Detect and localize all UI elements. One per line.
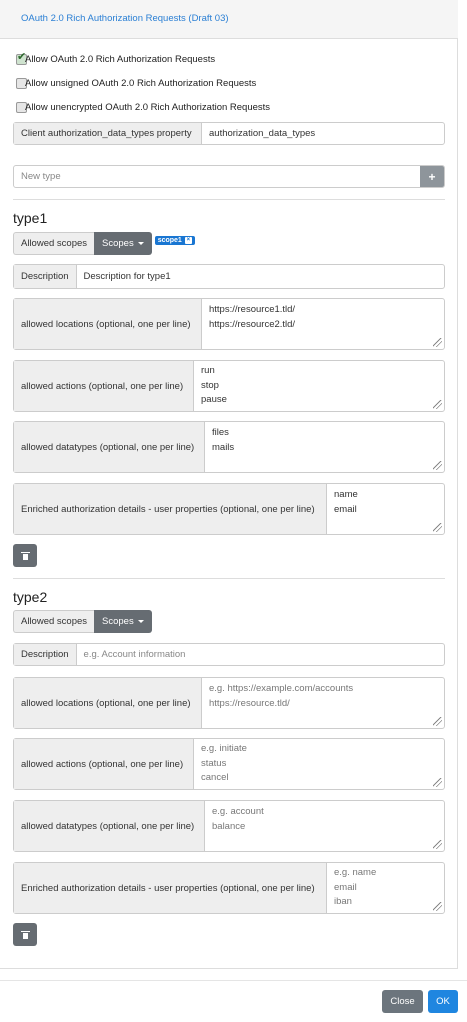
actions-textarea[interactable] (194, 739, 444, 789)
option-label: Allow unsigned OAuth 2.0 Rich Authorization Requests (25, 77, 257, 89)
caret-down-icon (138, 242, 144, 245)
datatypes-group (13, 421, 445, 473)
locations-label: allowed locations (optional, one per line) (14, 299, 202, 349)
datatypes-label: allowed datatypes (optional, one per line) (14, 801, 205, 851)
textarea-line: status (201, 757, 227, 769)
datatypes-textarea[interactable] (205, 801, 444, 851)
actions-group (13, 738, 445, 790)
scopes-row (13, 232, 195, 255)
actions-label: allowed actions (optional, one per line) (14, 739, 194, 789)
resize-handle[interactable] (433, 717, 442, 726)
textarea-line: https://resource.tld/ (209, 697, 290, 709)
option-allow-unsigned[interactable] (16, 76, 258, 90)
textarea-line: balance (212, 820, 246, 832)
description-group (13, 264, 445, 289)
client-property-input[interactable]: authorization_data_types (209, 128, 316, 139)
add-type-button[interactable] (420, 166, 444, 187)
scopes-dropdown-button[interactable] (94, 610, 152, 633)
textarea-line: stop (201, 379, 219, 391)
client-property-label: Client authorization_data_types property (14, 123, 202, 144)
resize-handle[interactable] (433, 778, 442, 787)
enriched-textarea[interactable] (327, 484, 444, 534)
datatypes-label: allowed datatypes (optional, one per line) (14, 422, 205, 472)
trash-icon (22, 552, 29, 560)
resize-handle[interactable] (433, 840, 442, 849)
datatypes-textarea[interactable] (205, 422, 444, 472)
textarea-line: iban (334, 896, 352, 907)
scopes-button-label: Scopes (102, 238, 134, 249)
scope-badge (155, 236, 195, 245)
textarea-line: name (334, 489, 358, 500)
enriched-textarea[interactable] (327, 863, 444, 913)
textarea-line: email (334, 503, 357, 515)
scopes-row (13, 610, 152, 633)
textarea-line: e.g. name (334, 867, 377, 878)
textarea-line: https://resource1.tld/ (209, 304, 296, 315)
textarea-line: mails (212, 441, 235, 453)
type-title: type2 (13, 589, 48, 605)
locations-textarea[interactable] (202, 299, 444, 349)
scopes-dropdown-button[interactable] (94, 232, 152, 255)
actions-textarea[interactable] (194, 361, 444, 411)
option-allow-rar[interactable] (16, 52, 217, 66)
actions-group (13, 360, 445, 412)
actions-label: allowed actions (optional, one per line) (14, 361, 194, 411)
check-icon: ✔ (17, 50, 27, 63)
textarea-line: cancel (201, 772, 229, 783)
plus-icon: + (428, 169, 436, 184)
divider (13, 199, 445, 200)
panel-title-link[interactable]: OAuth 2.0 Rich Authorization Requests (Draft 03) (21, 13, 229, 24)
textarea-line: e.g. https://example.com/accounts (209, 683, 354, 694)
delete-type-button[interactable] (13, 923, 37, 946)
divider (13, 578, 445, 579)
description-label: Description (14, 644, 77, 665)
scope-badge-label: scope1 (157, 236, 182, 244)
resize-handle[interactable] (433, 338, 442, 347)
footer-divider (0, 980, 467, 981)
textarea-line: e.g. initiate (201, 743, 247, 754)
allowed-scopes-label: Allowed scopes (13, 232, 94, 255)
option-label: Allow unencrypted OAuth 2.0 Rich Authorization Requests (25, 101, 271, 113)
scopes-button-label: Scopes (102, 616, 134, 627)
allowed-scopes-label: Allowed scopes (13, 610, 94, 633)
locations-label: allowed locations (optional, one per line) (14, 678, 202, 728)
new-type-input[interactable]: New type (21, 171, 61, 182)
description-input[interactable]: e.g. Account information (83, 649, 186, 660)
panel-header (0, 0, 458, 39)
type-title: type1 (13, 210, 48, 226)
textarea-line: https://resource2.tld/ (209, 318, 296, 330)
remove-scope-icon[interactable]: × (186, 237, 191, 243)
locations-group (13, 677, 445, 729)
option-allow-unencrypted[interactable] (16, 100, 272, 114)
textarea-line: files (212, 427, 229, 438)
ok-button[interactable]: OK (428, 990, 458, 1013)
textarea-line: e.g. account (212, 806, 264, 817)
description-label: Description (14, 265, 77, 288)
enriched-group (13, 483, 445, 535)
datatypes-group (13, 800, 445, 852)
locations-textarea[interactable] (202, 678, 444, 728)
caret-down-icon (138, 620, 144, 623)
resize-handle[interactable] (433, 523, 442, 532)
new-type-group (13, 165, 445, 188)
enriched-group (13, 862, 445, 914)
trash-icon (22, 931, 29, 939)
textarea-line: email (334, 881, 357, 893)
resize-handle[interactable] (433, 461, 442, 470)
close-button[interactable]: Close (382, 990, 423, 1013)
resize-handle[interactable] (433, 902, 442, 911)
textarea-line: run (201, 365, 215, 376)
client-property-group (13, 122, 445, 145)
description-input[interactable]: Description for type1 (83, 271, 171, 282)
delete-type-button[interactable] (13, 544, 37, 567)
textarea-line: pause (201, 394, 227, 405)
locations-group (13, 298, 445, 350)
option-label: Allow OAuth 2.0 Rich Authorization Requests (25, 53, 216, 65)
resize-handle[interactable] (433, 400, 442, 409)
enriched-label: Enriched authorization details - user properties (optional, one per line) (14, 484, 327, 534)
enriched-label: Enriched authorization details - user properties (optional, one per line) (14, 863, 327, 913)
description-group (13, 643, 445, 666)
